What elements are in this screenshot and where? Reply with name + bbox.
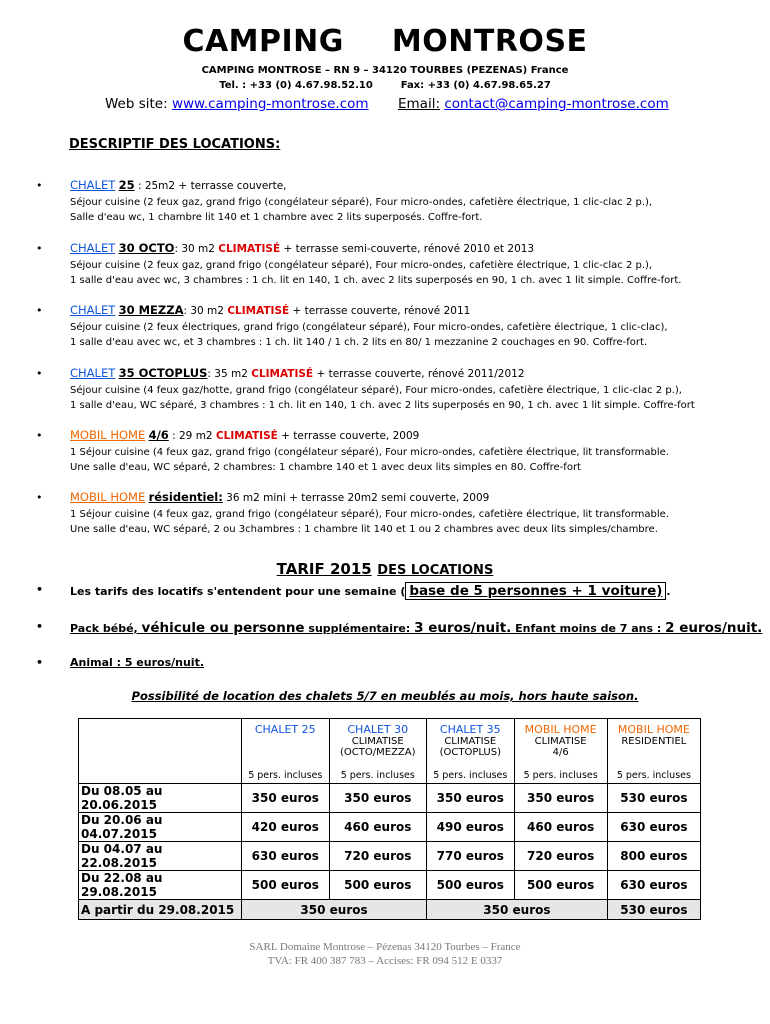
period-cell: A partir du 29.08.2015 — [79, 900, 242, 920]
title-montrose: MONTROSE — [391, 24, 588, 59]
climatise-badge: CLIMATISÉ — [218, 243, 281, 255]
note-extras-child-price: 2 euros/nuit. — [665, 620, 763, 636]
column-sub2: (OCTO/MEZZA) — [340, 747, 416, 758]
rental-text — [70, 178, 770, 226]
address-line: CAMPING MONTROSE – RN 9 – 34120 TOURBES (PEZENAS) France — [201, 65, 569, 76]
rental-detail-line: 1 Séjour cuisine (4 feux gaz, grand frigo (congélateur séparé), Four micro-ondes, cafetière électrique, lit transformable. — [70, 508, 669, 520]
column-sub2: 4/6 — [552, 747, 569, 758]
period-cell: Du 22.08 au 29.08.2015 — [79, 871, 242, 900]
phone-fax-line: Tel. : +33 (0) 4.67.98.52.10 Fax: +33 (0) 4.67.98.65.27 — [219, 80, 551, 91]
period-cell: Du 20.06 au 04.07.2015 — [79, 813, 242, 842]
bullet: • — [36, 429, 43, 442]
column-number: 30 — [394, 723, 409, 736]
rental-lead-after: + terrasse couverte, rénové 2011/2012 — [313, 368, 525, 380]
rental-detail-line: 1 salle d'eau, WC séparé, 3 chambres : 1 ch. lit en 140, 1 ch. avec 2 lits superposés en 90, 1 ch. avec 1 lit simple. Coffre-fort — [70, 400, 695, 412]
rental-first-line — [70, 366, 770, 383]
price-cell: 500 euros — [329, 871, 427, 900]
table-header-row — [79, 719, 701, 784]
column-name: MOBIL HOME — [617, 723, 690, 736]
price-cell-merged: 350 euros — [427, 900, 608, 920]
column-header-name — [610, 723, 698, 736]
rental-name-suffix: 25 — [118, 178, 135, 192]
column-name: MOBIL HOME — [524, 723, 597, 736]
rental-name: CHALET — [70, 241, 116, 255]
column-sub1: CLIMATISE — [351, 736, 404, 747]
price-cell: 350 euros — [514, 784, 607, 813]
rental-detail-line: Une salle d'eau, WC séparé, 2 ou 3chambres : 1 chambre lit 140 et 1 ou 2 chambres avec deux lits simples/chambre. — [70, 524, 658, 536]
website-link[interactable]: www.camping-montrose.com — [171, 96, 369, 112]
column-persons: 5 pers. incluses — [340, 770, 415, 781]
bullet: • — [36, 583, 44, 596]
price-cell: 420 euros — [242, 813, 330, 842]
column-number: 25 — [301, 723, 316, 736]
column-name: CHALET — [347, 723, 391, 736]
price-cell: 530 euros — [607, 900, 700, 920]
column-header-name — [332, 723, 425, 736]
rental-detail-line: Salle d'eau wc, 1 chambre lit 140 et 1 chambre avec 2 lits superposés. Coffre-fort. — [70, 212, 483, 224]
price-cell: 770 euros — [427, 842, 515, 871]
price-cell: 630 euros — [607, 813, 700, 842]
column-persons: 5 pers. incluses — [523, 770, 598, 781]
rental-name-suffix: 30 OCTO — [118, 241, 175, 255]
rental-name-suffix: résidentiel: — [148, 490, 223, 504]
column-name: CHALET — [254, 723, 299, 736]
column-persons: 5 pers. incluses — [433, 770, 508, 781]
rental-detail-line: Séjour cuisine (4 feux gaz/hotte, grand frigo (congélateur séparé), Four micro-ondes, cafetière électrique, 1 clic-clac 2 p.), — [70, 384, 682, 396]
column-header — [514, 719, 607, 784]
note-extras-vehicle: véhicule ou personne — [141, 620, 305, 636]
bullet: • — [36, 304, 43, 317]
rental-first-line — [70, 303, 770, 320]
rental-name-suffix: 35 OCTOPLUS — [118, 366, 208, 380]
rental-lead-after: + terrasse semi-couverte, rénové 2010 et 2013 — [280, 243, 535, 255]
price-cell: 630 euros — [607, 871, 700, 900]
email-label: Email: — [398, 96, 441, 112]
rental-lead: 36 m2 mini + terrasse 20m2 semi couverte, 2009 — [222, 492, 490, 504]
table-row — [79, 842, 701, 871]
bullet: • — [36, 656, 44, 669]
column-header — [242, 719, 330, 784]
column-header — [427, 719, 515, 784]
rental-name: MOBIL HOME — [70, 490, 146, 504]
tarif-subtitle: DES LOCATIONS — [377, 563, 494, 578]
rental-lead: : 30 m2 — [183, 305, 228, 317]
column-persons: 5 pers. incluses — [616, 770, 691, 781]
column-number: 35 — [486, 723, 501, 736]
rental-text — [70, 366, 770, 414]
tarif-table — [78, 718, 701, 920]
price-cell: 350 euros — [329, 784, 427, 813]
rental-detail-line: Séjour cuisine (2 feux gaz, grand frigo (congélateur séparé), Four micro-ondes, cafetière électrique, 1 clic-clac 2 p.), — [70, 196, 653, 208]
footer-company: SARL Domaine Montrose – Pézenas 34120 Tourbes – France — [249, 941, 521, 953]
rental-detail-line: Une salle d'eau, WC séparé, 2 chambres: 1 chambre 140 et 1 avec deux lits simples en 80. Coffre-fort — [70, 462, 581, 474]
page-title — [0, 24, 770, 59]
rental-text — [70, 241, 770, 289]
price-cell: 630 euros — [242, 842, 330, 871]
rental-detail-line: 1 Séjour cuisine (4 feux gaz, grand frigo (congélateur séparé), Four micro-ondes, cafetière électrique, lit transformable. — [70, 446, 669, 458]
rental-name: CHALET — [70, 303, 116, 317]
rental-name-suffix: 4/6 — [148, 428, 169, 442]
table-row — [79, 784, 701, 813]
climatise-badge: CLIMATISÉ — [227, 305, 290, 317]
price-cell: 500 euros — [427, 871, 515, 900]
bullet: • — [36, 491, 43, 504]
email-row — [398, 96, 669, 112]
rental-detail-line: 1 salle d'eau avec wc, 3 chambres : 1 ch. lit en 140, 1 ch. avec 2 lits superposés en 90, 1 ch. avec 1 lit simple. Coffre-fort. — [70, 275, 682, 287]
bullet: • — [36, 620, 44, 633]
column-sub1: RESIDENTIEL — [621, 736, 687, 747]
footer-tax: TVA: FR 400 387 783 – Accises: FR 094 512 E 0337 — [267, 955, 503, 967]
rental-lead-after: + terrasse couverte, 2009 — [277, 430, 420, 442]
price-cell: 500 euros — [514, 871, 607, 900]
bullet: • — [36, 367, 43, 380]
rental-first-line — [70, 428, 770, 445]
column-persons: 5 pers. incluses — [248, 770, 323, 781]
email-link[interactable]: contact@camping-montrose.com — [444, 96, 669, 112]
rental-text — [70, 428, 770, 476]
rental-name: CHALET — [70, 178, 116, 192]
period-cell: Du 08.05 au 20.06.2015 — [79, 784, 242, 813]
column-header-name — [429, 723, 512, 736]
price-cell: 460 euros — [329, 813, 427, 842]
rental-text — [70, 490, 770, 538]
rental-detail-line: Séjour cuisine (2 feux gaz, grand frigo (congélateur séparé), Four micro-ondes, cafetière électrique, 1 clic-clac 2 p.), — [70, 259, 653, 271]
price-cell-merged: 350 euros — [242, 900, 427, 920]
rental-lead: : 25m2 + terrasse couverte, — [134, 180, 287, 192]
price-cell: 350 euros — [242, 784, 330, 813]
note-base-box: base de 5 personnes + 1 voiture) — [405, 582, 666, 600]
column-header — [329, 719, 427, 784]
table-row-last — [79, 900, 701, 920]
rental-first-line — [70, 490, 770, 507]
price-cell: 530 euros — [607, 784, 700, 813]
rental-first-line — [70, 241, 770, 258]
description-heading: DESCRIPTIF DES LOCATIONS: — [69, 137, 281, 152]
price-cell: 490 euros — [427, 813, 515, 842]
rental-first-line — [70, 178, 770, 195]
column-header-name — [244, 723, 327, 736]
title-camping: CAMPING — [182, 24, 344, 59]
rental-lead-after: + terrasse couverte, rénové 2011 — [289, 305, 471, 317]
column-name: CHALET — [439, 723, 484, 736]
column-sub1: CLIMATISE — [534, 736, 587, 747]
rental-name-suffix: 30 MEZZA — [118, 303, 184, 317]
website-row — [105, 96, 369, 112]
rental-name: CHALET — [70, 366, 116, 380]
column-sub1: CLIMATISE — [444, 736, 497, 747]
rental-name: MOBIL HOME — [70, 428, 146, 442]
rental-detail-line: 1 salle d'eau avec wc, et 3 chambres : 1 ch. lit 140 / 1 ch. 2 lits en 80/ 1 mezzanine 2 couchages en 90. Coffre-fort. — [70, 337, 648, 349]
price-cell: 350 euros — [427, 784, 515, 813]
tarif-heading — [0, 559, 770, 578]
price-cell: 500 euros — [242, 871, 330, 900]
note-extras-price: 3 euros/nuit. — [414, 620, 512, 636]
column-header — [607, 719, 700, 784]
note-extras-baby: Pack bébé, — [70, 622, 142, 635]
tarif-year: TARIF 2015 — [276, 560, 372, 578]
bullet: • — [36, 179, 43, 192]
rental-detail-line: Séjour cuisine (2 feux électriques, grand frigo (congélateur séparé), Four micro-ondes, cafetière électrique, 1 clic-clac), — [70, 321, 668, 333]
column-header-name — [517, 723, 605, 736]
price-cell: 720 euros — [329, 842, 427, 871]
rental-lead: : 30 m2 — [174, 243, 219, 255]
rental-lead: : 29 m2 — [168, 430, 216, 442]
rental-lead: : 35 m2 — [207, 368, 252, 380]
column-sub2: (OCTOPLUS) — [439, 747, 501, 758]
note-extras-child: Enfant moins de 7 ans : — [511, 622, 666, 635]
climatise-badge: CLIMATISÉ — [251, 368, 314, 380]
table-row — [79, 813, 701, 842]
table-row — [79, 871, 701, 900]
possibility-note: Possibilité de location des chalets 5/7 en meublés au mois, hors haute saison. — [131, 689, 639, 703]
period-cell: Du 04.07 au 22.08.2015 — [79, 842, 242, 871]
note-extras-supp: supplémentaire: — [304, 622, 415, 635]
header-empty-cell — [79, 719, 242, 784]
rental-text — [70, 303, 770, 351]
climatise-badge: CLIMATISÉ — [215, 430, 278, 442]
note-base-end: . — [666, 585, 671, 598]
price-cell: 720 euros — [514, 842, 607, 871]
note-base-text: Les tarifs des locatifs s'entendent pour une semaine ( — [70, 585, 406, 598]
note-animal-text: Animal : 5 euros/nuit. — [70, 656, 205, 669]
bullet: • — [36, 242, 43, 255]
price-cell: 800 euros — [607, 842, 700, 871]
website-label: Web site: — [105, 96, 172, 112]
price-cell: 460 euros — [514, 813, 607, 842]
